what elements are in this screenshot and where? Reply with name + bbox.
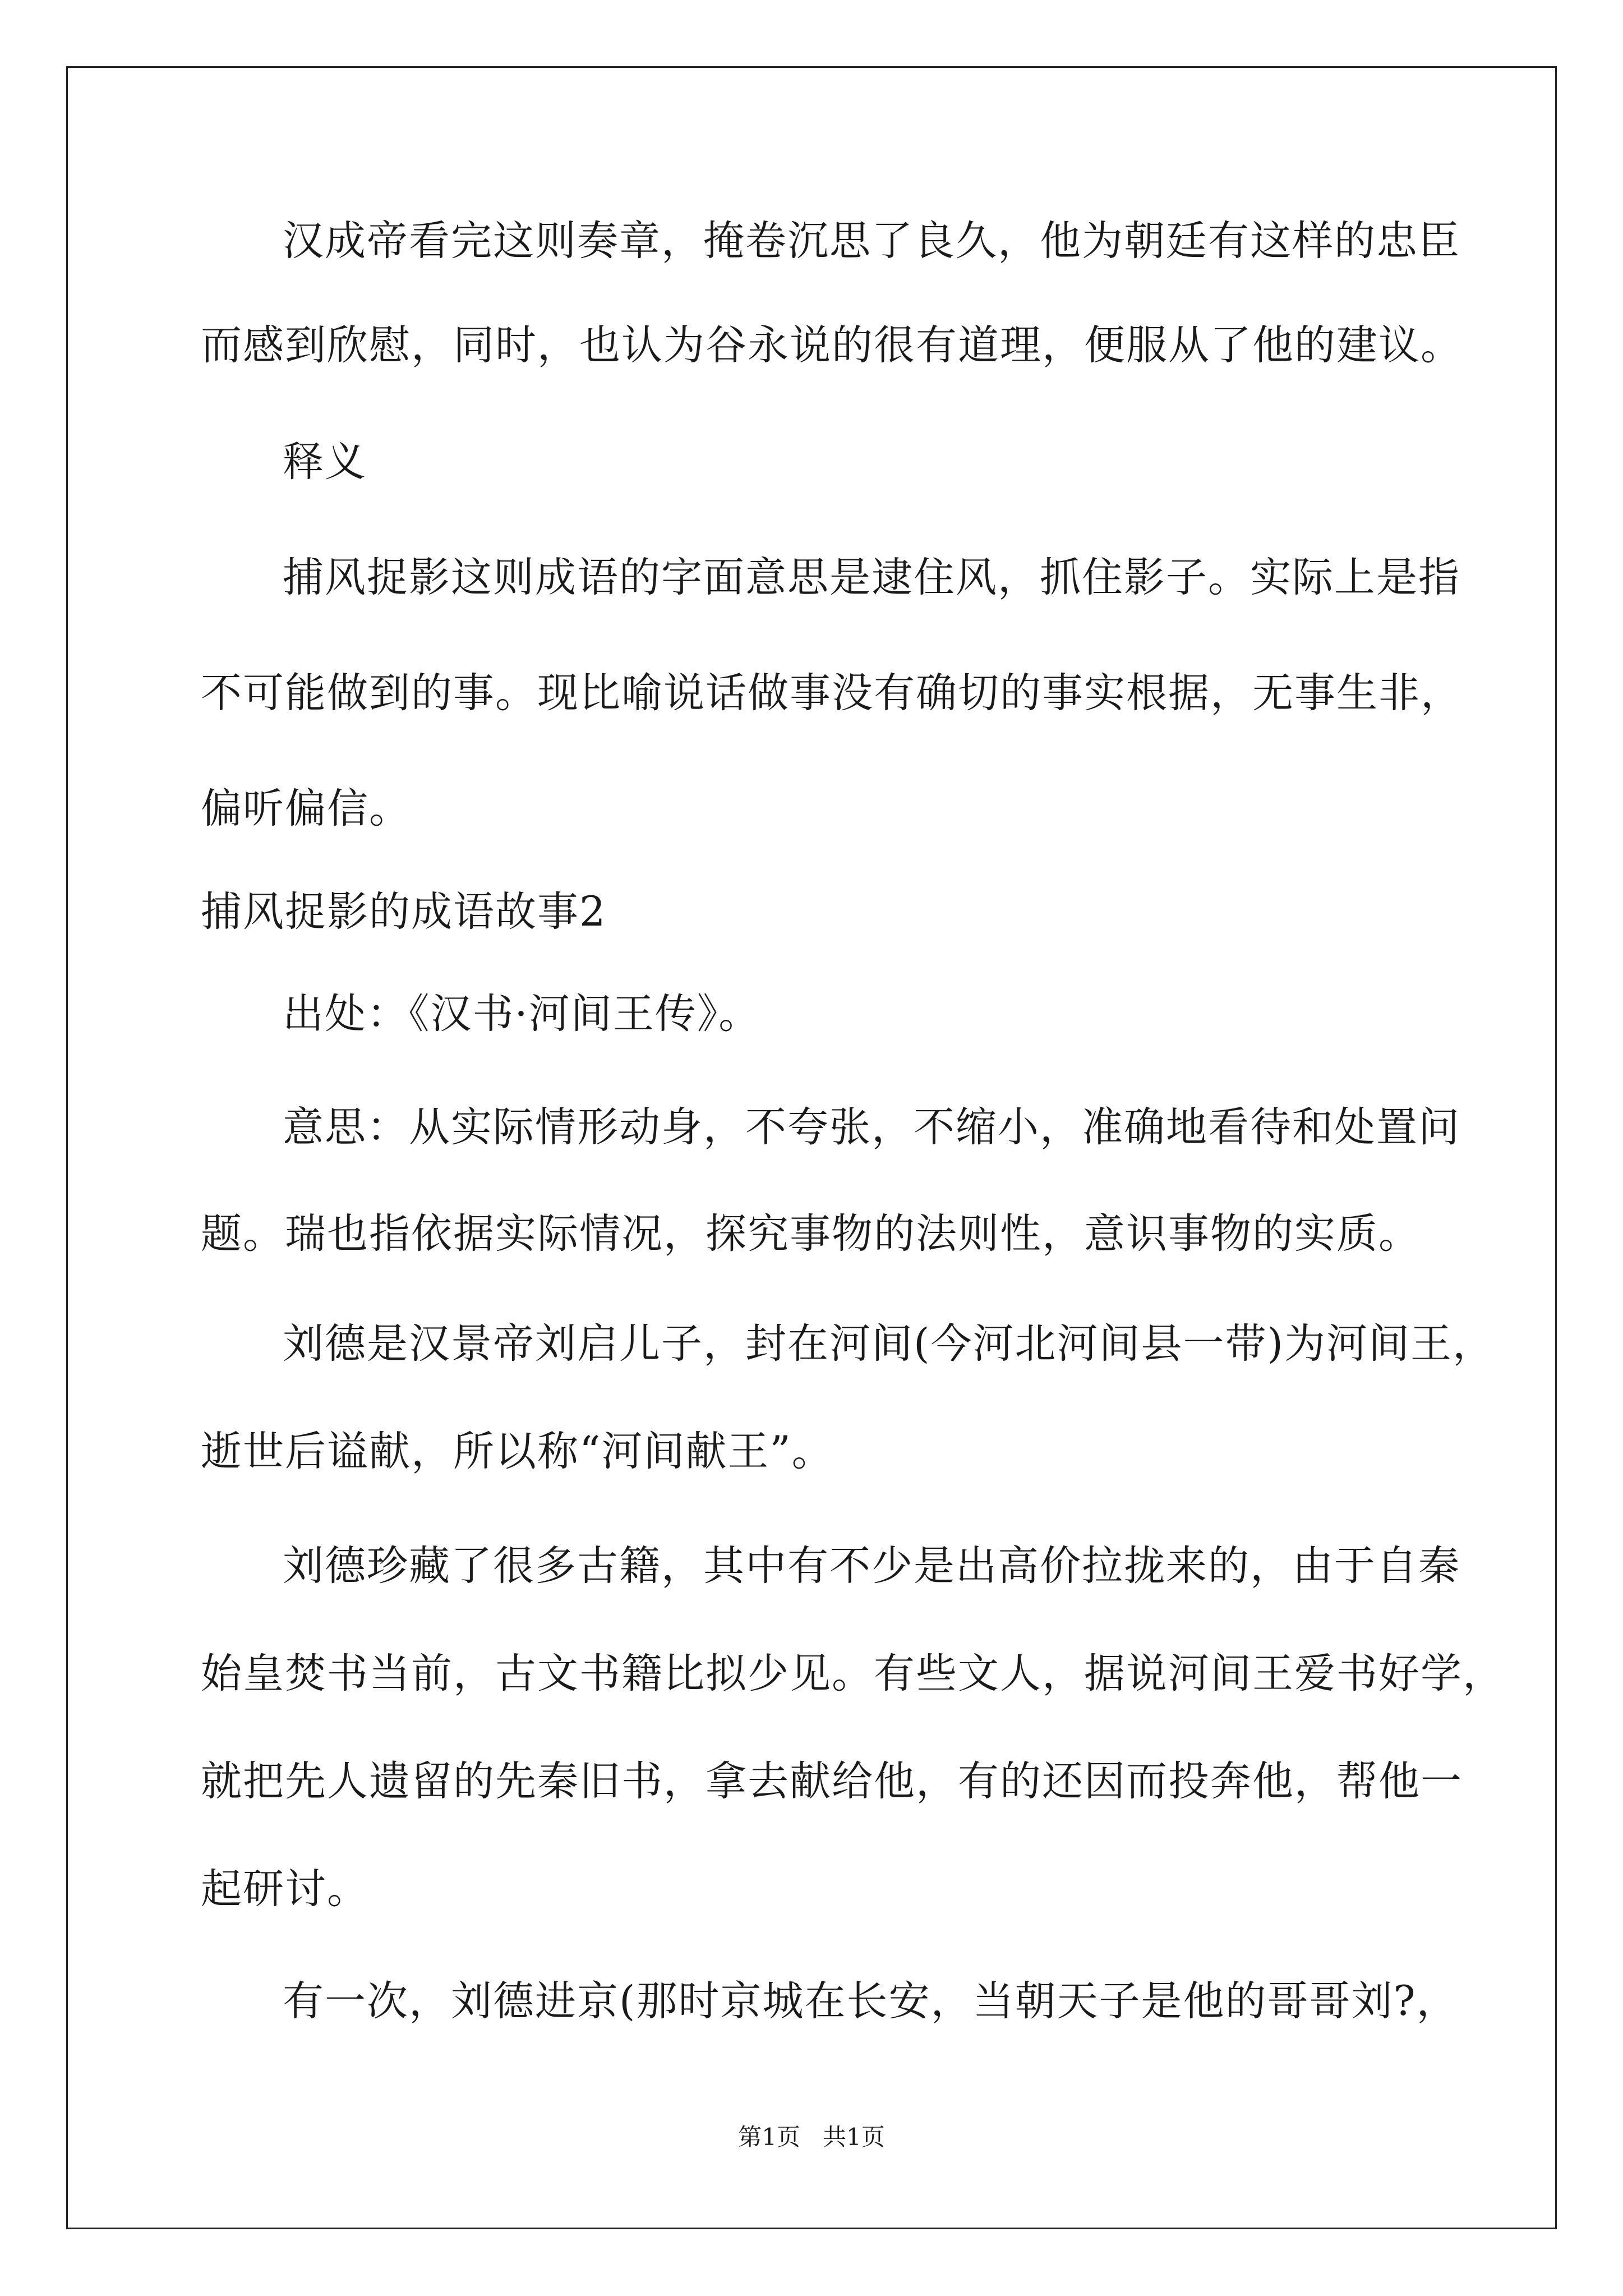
paragraph-line: 有一次，刘德进京(那时京城在长安，当朝天子是他的哥哥刘?， [283,1977,1459,2025]
section-title: 捕风捉影的成语故事2 [201,888,607,936]
section-heading: 释义 [283,438,367,486]
paragraph-line: 不可能做到的事。现比喻说话做事没有确切的事实根据，无事生非， [201,669,1463,717]
paragraph-line: 刘德是汉景帝刘启儿子，封在河间(今河北河间县一带)为河间王， [283,1320,1495,1368]
paragraph-line: 就把先人遗留的先秦旧书，拿去献给他，有的还因而投奔他，帮他一 [201,1757,1463,1805]
paragraph-line: 出处：《汉书·河间王传》。 [283,990,761,1038]
paragraph-line: 题。瑞也指依据实际情况，探究事物的法则性，意识事物的实质。 [201,1210,1421,1258]
paragraph-line: 而感到欣慰，同时，也认为谷永说的很有道理，便服从了他的建议。 [201,321,1463,369]
paragraph-line: 汉成帝看完这则奏章，掩卷沉思了良久，他为朝廷有这样的忠臣 [283,217,1460,265]
paragraph-line: 意思：从实际情形动身，不夸张，不缩小，准确地看待和处置问 [283,1103,1460,1151]
paragraph-line: 捕风捉影这则成语的字面意思是逮住风，抓住影子。实际上是指 [283,554,1460,601]
paragraph-line: 逝世后谥献，所以称“河间献王”。 [201,1428,834,1475]
paragraph-line: 刘德珍藏了很多古籍，其中有不少是出高价拉拢来的，由于自秦 [283,1542,1460,1590]
paragraph-line: 起研讨。 [201,1865,369,1913]
page-footer: 第1页 共1页 [738,2123,885,2151]
paragraph-line: 始皇焚书当前，古文书籍比拟少见。有些文人，据说河间王爱书好学， [201,1650,1505,1697]
paragraph-line: 偏听偏信。 [201,785,411,832]
